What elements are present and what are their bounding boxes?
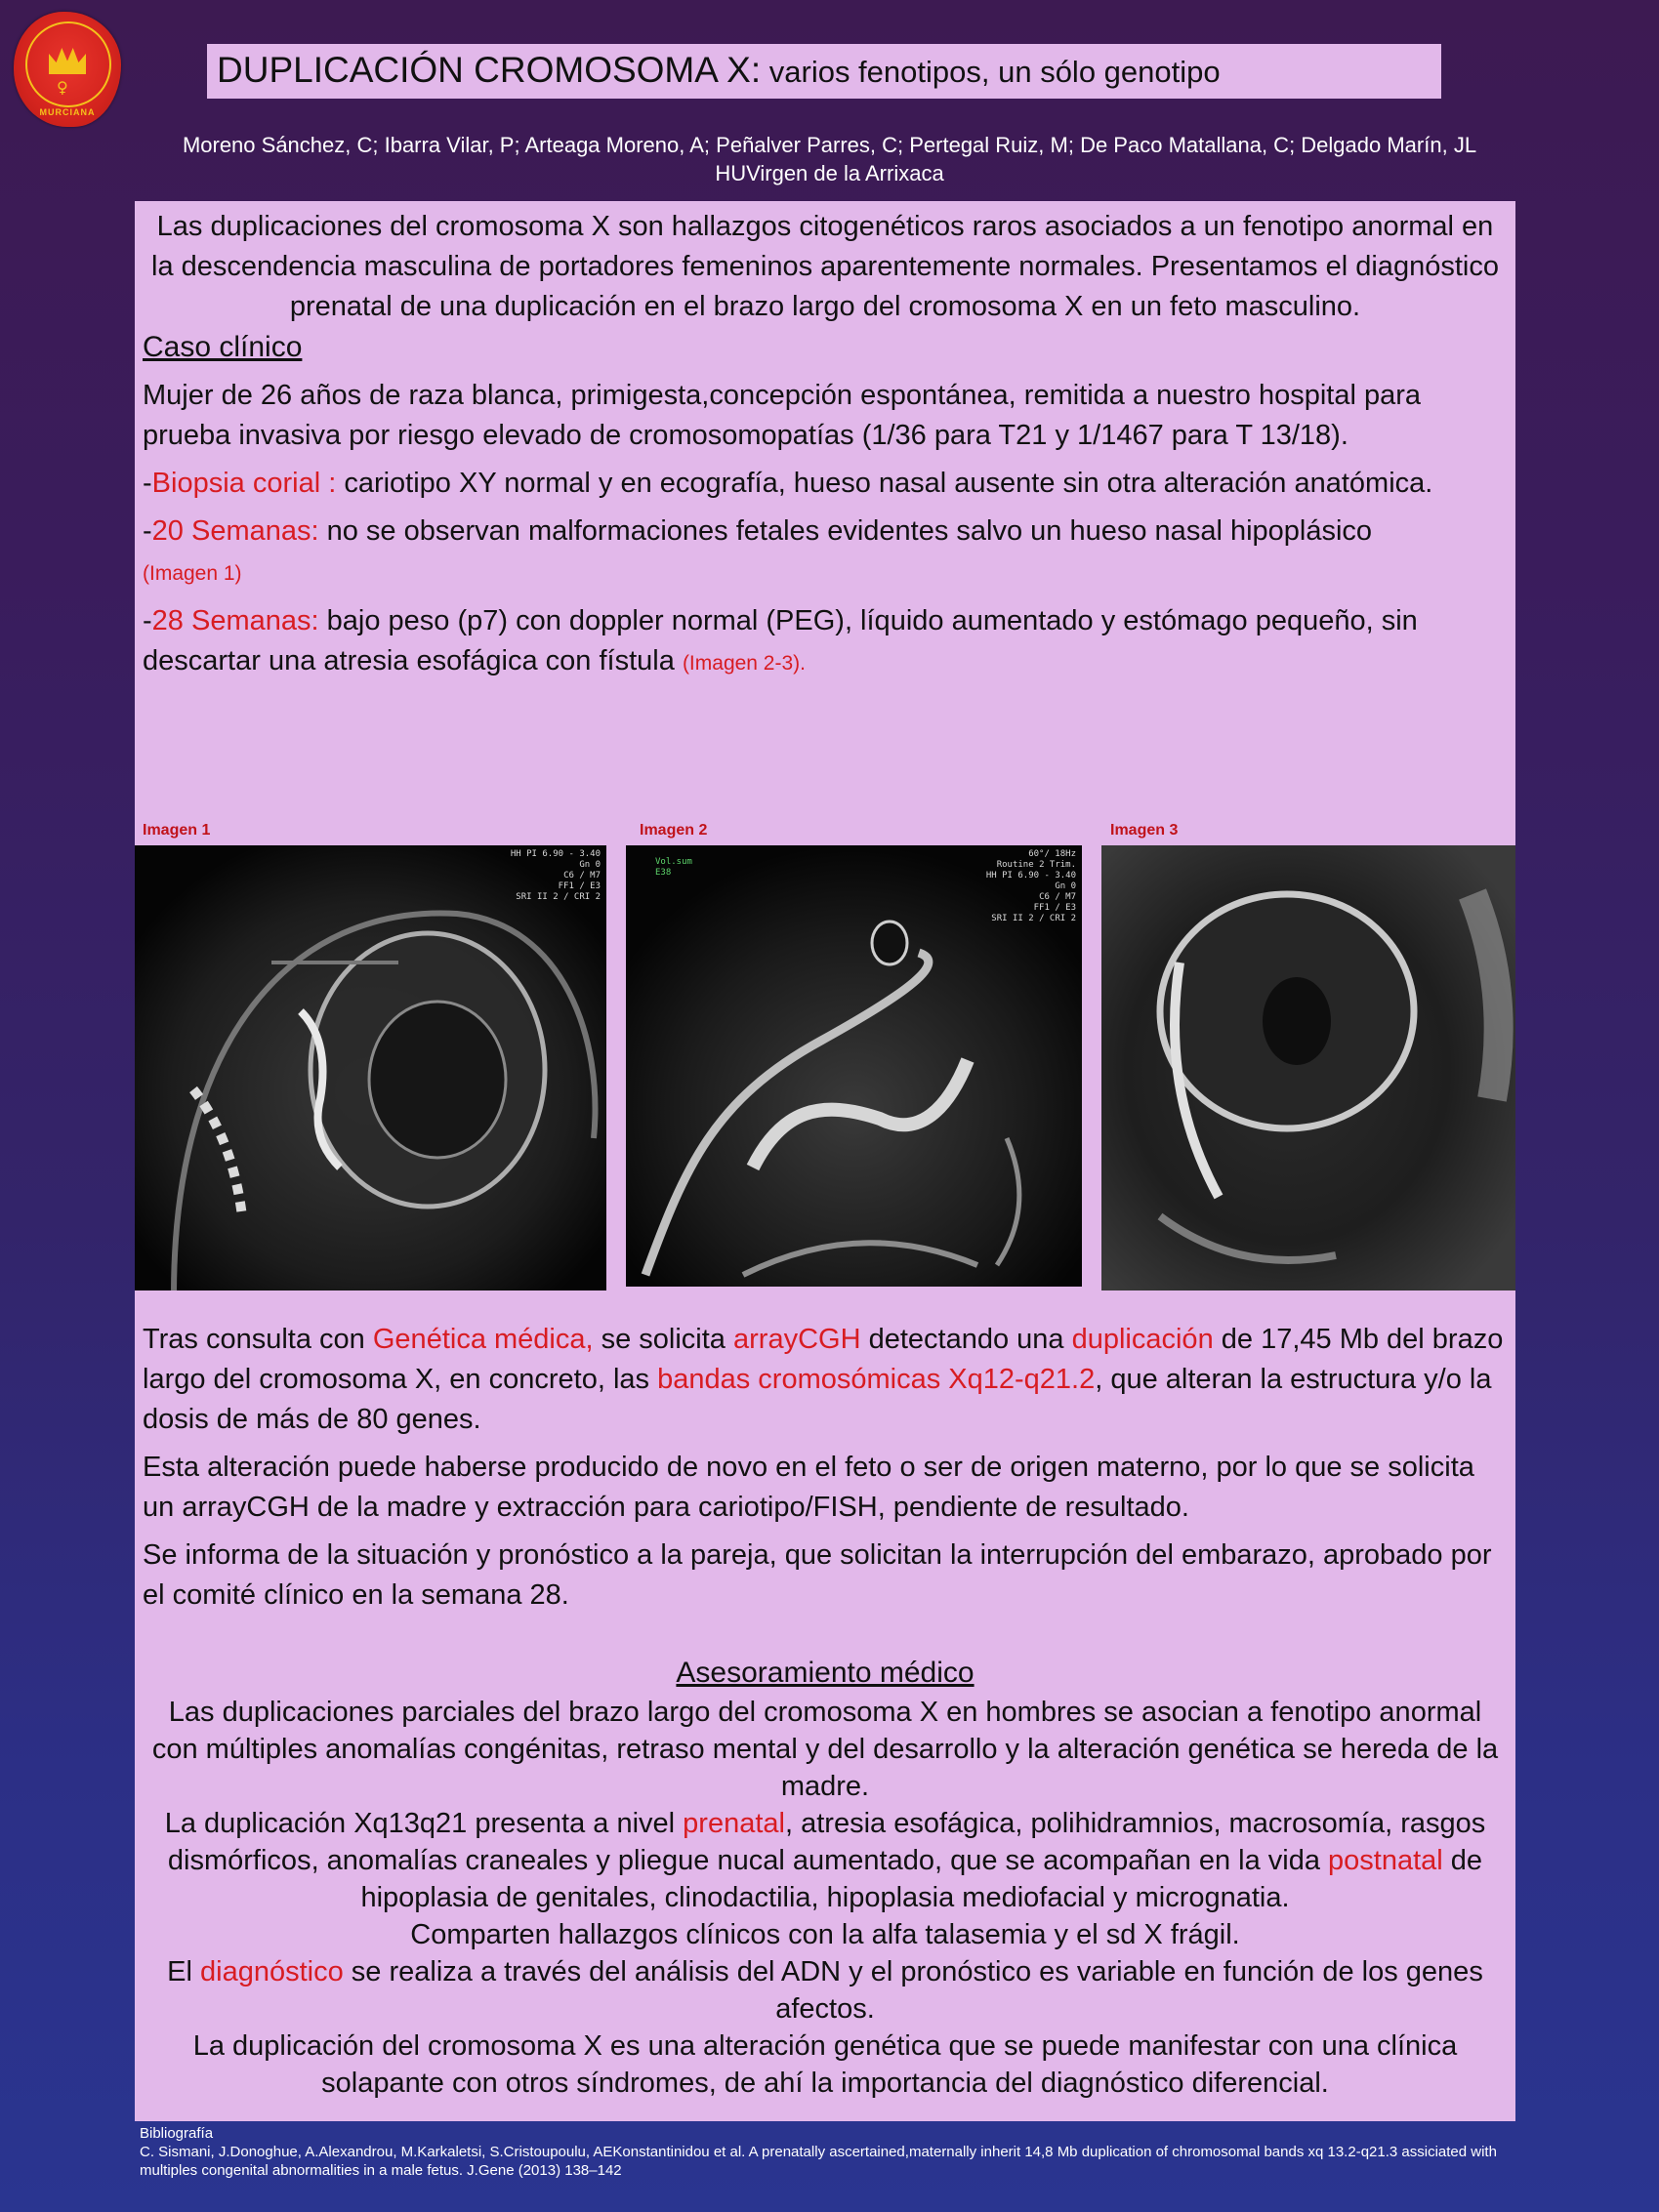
result-paragraph-2: Esta alteración puede haberse producido de novo en el feto o ser de origen materno, por lo que se solicita un arrayCGH de la madre y extracción para cariotipo/FISH, pendiente de resultado. bbox=[143, 1452, 1474, 1523]
title-main: DUPLICACIÓN CROMOSOMA X: bbox=[217, 50, 762, 90]
asesoramiento-paragraph-4: El diagnóstico se realiza a través del análisis del ADN y el pronóstico es variable en función de los genes afectos. bbox=[167, 1956, 1483, 2025]
bibliography bbox=[140, 2124, 1507, 2180]
caso-clinico-heading: Caso clínico bbox=[143, 331, 303, 363]
diagnostico-term: diagnóstico bbox=[200, 1956, 344, 1987]
asesoramiento-paragraph-3: Comparten hallazgos clínicos con la alfa talasemia y el sd X frágil. bbox=[410, 1919, 1240, 1950]
biopsia-item bbox=[143, 464, 1508, 504]
society-logo bbox=[14, 12, 121, 127]
logo-text: MURCIANA bbox=[39, 107, 96, 117]
bandas-term: bandas cromosómicas Xq12-q21.2 bbox=[657, 1364, 1096, 1395]
biopsia-text: cariotipo XY normal y en ecografía, hueso nasal ausente sin otra alteración anatómica. bbox=[336, 468, 1433, 499]
results-panel bbox=[135, 1290, 1515, 2121]
semana-20-label: 20 Semanas: bbox=[151, 515, 319, 547]
asesoramiento-conclusion: La duplicación del cromosoma X es una alteración genética que se puede manifestar con una clínica solapante con otros síndromes, de ahí la importancia del diagnóstico diferencial. bbox=[192, 2030, 1458, 2099]
intro-text: Las duplicaciones del cromosoma X son hallazgos citogenéticos raros asociados a un fenotipo anormal en la descendencia masculina de portadores femeninos aparentemente normales. Presentamos el diagnóstico prenatal de una duplicación en el brazo largo del cromosoma X en un feto masculino. bbox=[151, 211, 1499, 322]
semana-28-text: bajo peso (p7) con doppler normal (PEG), líquido aumentado y estómago pequeño, sin descartar una atresia esofágica con fístula bbox=[143, 605, 1418, 676]
title-subtitle: varios fenotipos, un sólo genotipo bbox=[761, 55, 1221, 89]
ultrasound-image-1 bbox=[135, 845, 606, 1292]
asesoramiento-heading: Asesoramiento médico bbox=[676, 1657, 975, 1689]
ultrasound-image-2 bbox=[626, 845, 1082, 1287]
affiliation: HUVirgen de la Arrixaca bbox=[715, 161, 944, 185]
dash: - bbox=[143, 515, 152, 547]
semana-28-label: 28 Semanas: bbox=[151, 605, 319, 636]
ultrasound-3-graphic bbox=[1101, 845, 1515, 1292]
semana-20-item bbox=[143, 512, 1508, 594]
result-paragraph-1: Tras consulta con Genética médica, se solicita arrayCGH detectando una duplicación de 17,45 Mb del brazo largo del cromosoma X, en concreto, las bandas cromosómicas Xq12-q21.2, que alteran la estructura y/o la dosis de más de 80 genes. bbox=[143, 1324, 1504, 1435]
duplicacion-term: duplicación bbox=[1071, 1324, 1214, 1355]
semana-20-text: no se observan malformaciones fetales evidentes salvo un hueso nasal hipoplásico bbox=[318, 515, 1373, 547]
ultrasound-1-hud: HH PI 6.90 - 3.40 Gn 0 C6 / M7 FF1 / E3 SRI II 2 / CRI 2 bbox=[510, 849, 601, 902]
poster-title bbox=[207, 44, 1441, 99]
bibliography-heading: Bibliografía bbox=[140, 2125, 214, 2142]
ultrasound-image-3 bbox=[1101, 845, 1515, 1292]
ultrasound-images bbox=[135, 816, 1515, 1294]
bibliography-reference: C. Sismani, J.Donoghue, A.Alexandrou, M.Karkaletsi, S.Cristoupoulu, AEKonstantinidou et al. A prenatally ascertained,maternally inherit 14,8 Mb duplication of chromosomal bands xq 13.2-q21.3 assiciated with multiples congenital abnormalities in a male fetus. J.Gene (2013) 138–142 bbox=[140, 2144, 1497, 2179]
semana-28-item bbox=[143, 601, 1508, 683]
imagen-2-label: Imagen 2 bbox=[640, 822, 708, 839]
asesoramiento-paragraph-2: La duplicación Xq13q21 presenta a nivel prenatal, atresia esofágica, polihidramnios, macrosomía, rasgos dismórficos, anomalías craneales y pliegue nucal aumentado, que se acompañan en la vida postnatal de hipoplasia de genitales, clinodactilia, hipoplasia mediofacial y micrognatia. bbox=[164, 1808, 1486, 1913]
caso-paragraph: Mujer de 26 años de raza blanca, primigesta,concepción espontánea, remitida a nuestro hospital para prueba invasiva por riesgo elevado de cromosomopatías (1/36 para T21 y 1/1467 para T 13/18). bbox=[143, 380, 1422, 451]
biopsia-label: Biopsia corial : bbox=[151, 468, 337, 499]
imagen-3-label: Imagen 3 bbox=[1110, 822, 1179, 839]
ultrasound-1-graphic bbox=[135, 845, 606, 1292]
imagen-2-3-ref: (Imagen 2-3). bbox=[682, 652, 806, 675]
postnatal-term: postnatal bbox=[1328, 1845, 1443, 1876]
dash: - bbox=[143, 605, 152, 636]
imagen-1-label: Imagen 1 bbox=[143, 822, 211, 839]
ultrasound-2-volume-hud: Vol.sum E38 bbox=[655, 857, 692, 878]
authors: Moreno Sánchez, C; Ibarra Vilar, P; Arteaga Moreno, A; Peñalver Parres, C; Pertegal Ruiz, M; De Paco Matallana, C; Delgado Marín, JL bbox=[182, 133, 1477, 157]
intro-case-panel bbox=[135, 201, 1515, 816]
arraycgh-term: arrayCGH bbox=[733, 1324, 861, 1355]
imagen-1-ref: (Imagen 1) bbox=[143, 562, 242, 585]
logo-mark-icon: ♀ bbox=[57, 78, 68, 97]
dash: - bbox=[143, 468, 152, 499]
result-paragraph-3: Se informa de la situación y pronóstico a la pareja, que solicitan la interrupción del embarazo, aprobado por el comité clínico en la semana 28. bbox=[143, 1539, 1492, 1611]
genetica-medica: Genética médica, bbox=[372, 1324, 594, 1355]
ultrasound-2-hud: 60°/ 18Hz Routine 2 Trim. HH PI 6.90 - 3.40 Gn 0 C6 / M7 FF1 / E3 SRI II 2 / CRI 2 bbox=[985, 849, 1076, 923]
prenatal-term: prenatal bbox=[683, 1808, 785, 1839]
asesoramiento-paragraph-1: Las duplicaciones parciales del brazo largo del cromosoma X en hombres se asocian a fenotipo anormal con múltiples anomalías congénitas, retraso mental y del desarrollo y la alteración genética se hereda de la madre. bbox=[151, 1697, 1499, 1802]
